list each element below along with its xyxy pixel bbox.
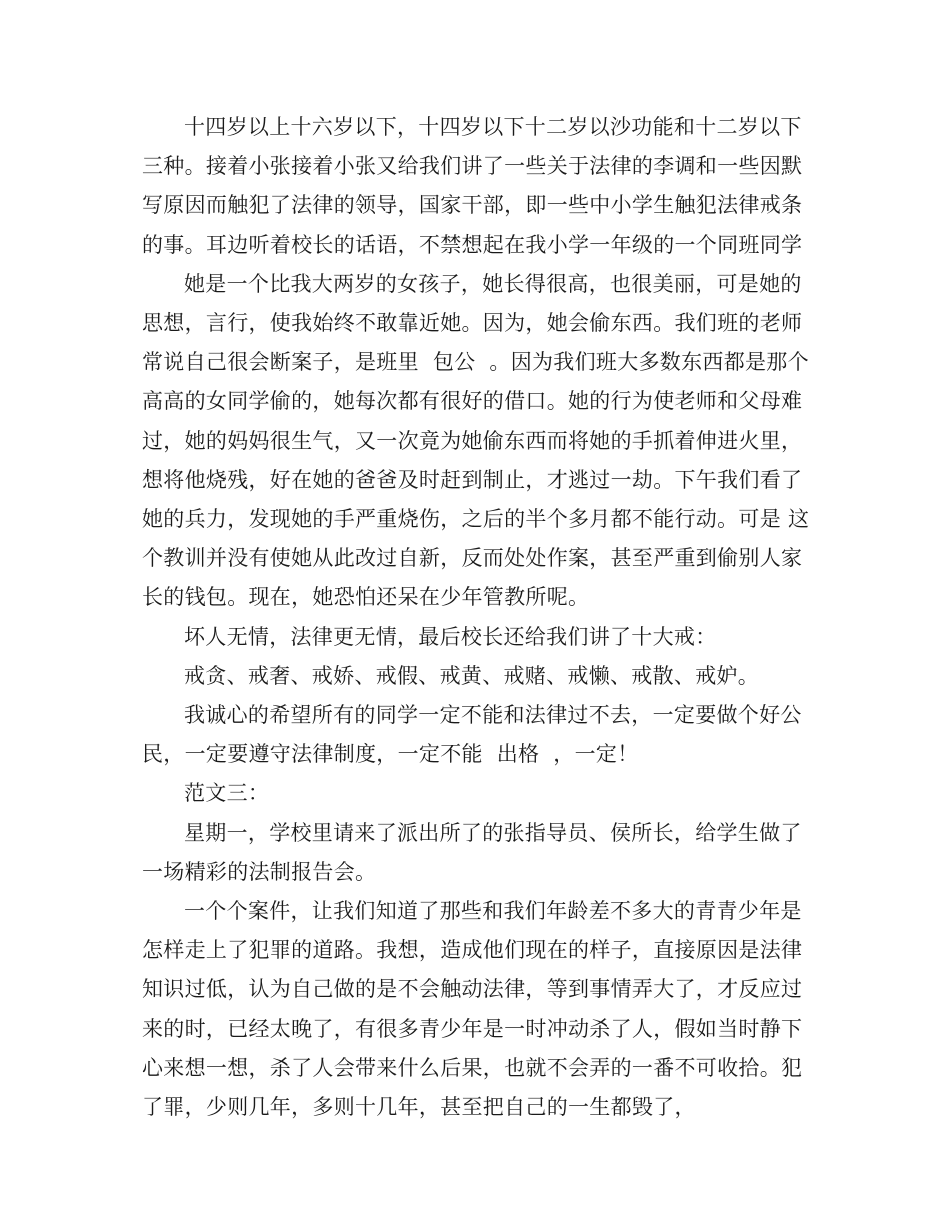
section-heading: 范文三： [184, 781, 270, 806]
paragraph: 坏人无情，法律更无情，最后校长还给我们讲了十大戒： [184, 624, 717, 649]
document-body [142, 108, 810, 1127]
paragraph: 戒贪、戒奢、戒娇、戒假、戒黄、戒赌、戒懒、戒散、戒妒。 [184, 663, 760, 688]
paragraph: 我诚心的希望所有的同学一定不能和法律过不去，一定要做个好公民，一定要遵守法律制度，一定不能 出格 ，一定！ [142, 703, 802, 767]
paragraph: 星期一，学校里请来了派出所了的张指导员、侯所长，给学生做了一场精彩的法制报告会。 [142, 820, 802, 884]
paragraph: 她是一个比我大两岁的女孩子，她长得很高，也很美丽，可是她的思想，言行，使我始终不敢靠近她。因为，她会偷东西。我们班的老师常说自己很会断案子，是班里 包公 。因为我们班大多数东西都是那个高高的女同学偷的，她每次都有很好的借口。她的行为使老师和父母难过，她的妈妈很生气，又一次竟为她偷东西而将她的手抓着伸进火里，想将他烧残，好在她的爸爸及时赶到制止，才逃过一劫。下午我们看了她的兵力，发现她的手严重烧伤，之后的半个多月都不能行动。可是 这个教训并没有使她从此改过自新，反而处处作案，甚至严重到偷别人家长的钱包。现在，她恐怕还呆在少年管教所呢。 [142, 271, 810, 610]
paragraph: 十四岁以上十六岁以下，十四岁以下十二岁以沙功能和十二岁以下三种。接着小张接着小张又给我们讲了一些关于法律的李调和一些因默写原因而触犯了法律的领导，国家干部，即一些中小学生触犯法律戒条的事。耳边听着校长的话语，不禁想起在我小学一年级的一个同班同学 [142, 115, 803, 257]
paragraph: 一个个案件，让我们知道了那些和我们年龄差不多大的青青少年是怎样走上了犯罪的道路。我想，造成他们现在的样子，直接原因是法律知识过低，认为自己做的是不会触动法律，等到事情弄大了，才反应过来的时，已经太晚了，有很多青少年是一时冲动杀了人，假如当时静下心来想一想，杀了人会带来什么后果，也就不会弄的一番不可收拾。犯了罪，少则几年，多则十几年，甚至把自己的一生都毁了， [142, 899, 803, 1120]
